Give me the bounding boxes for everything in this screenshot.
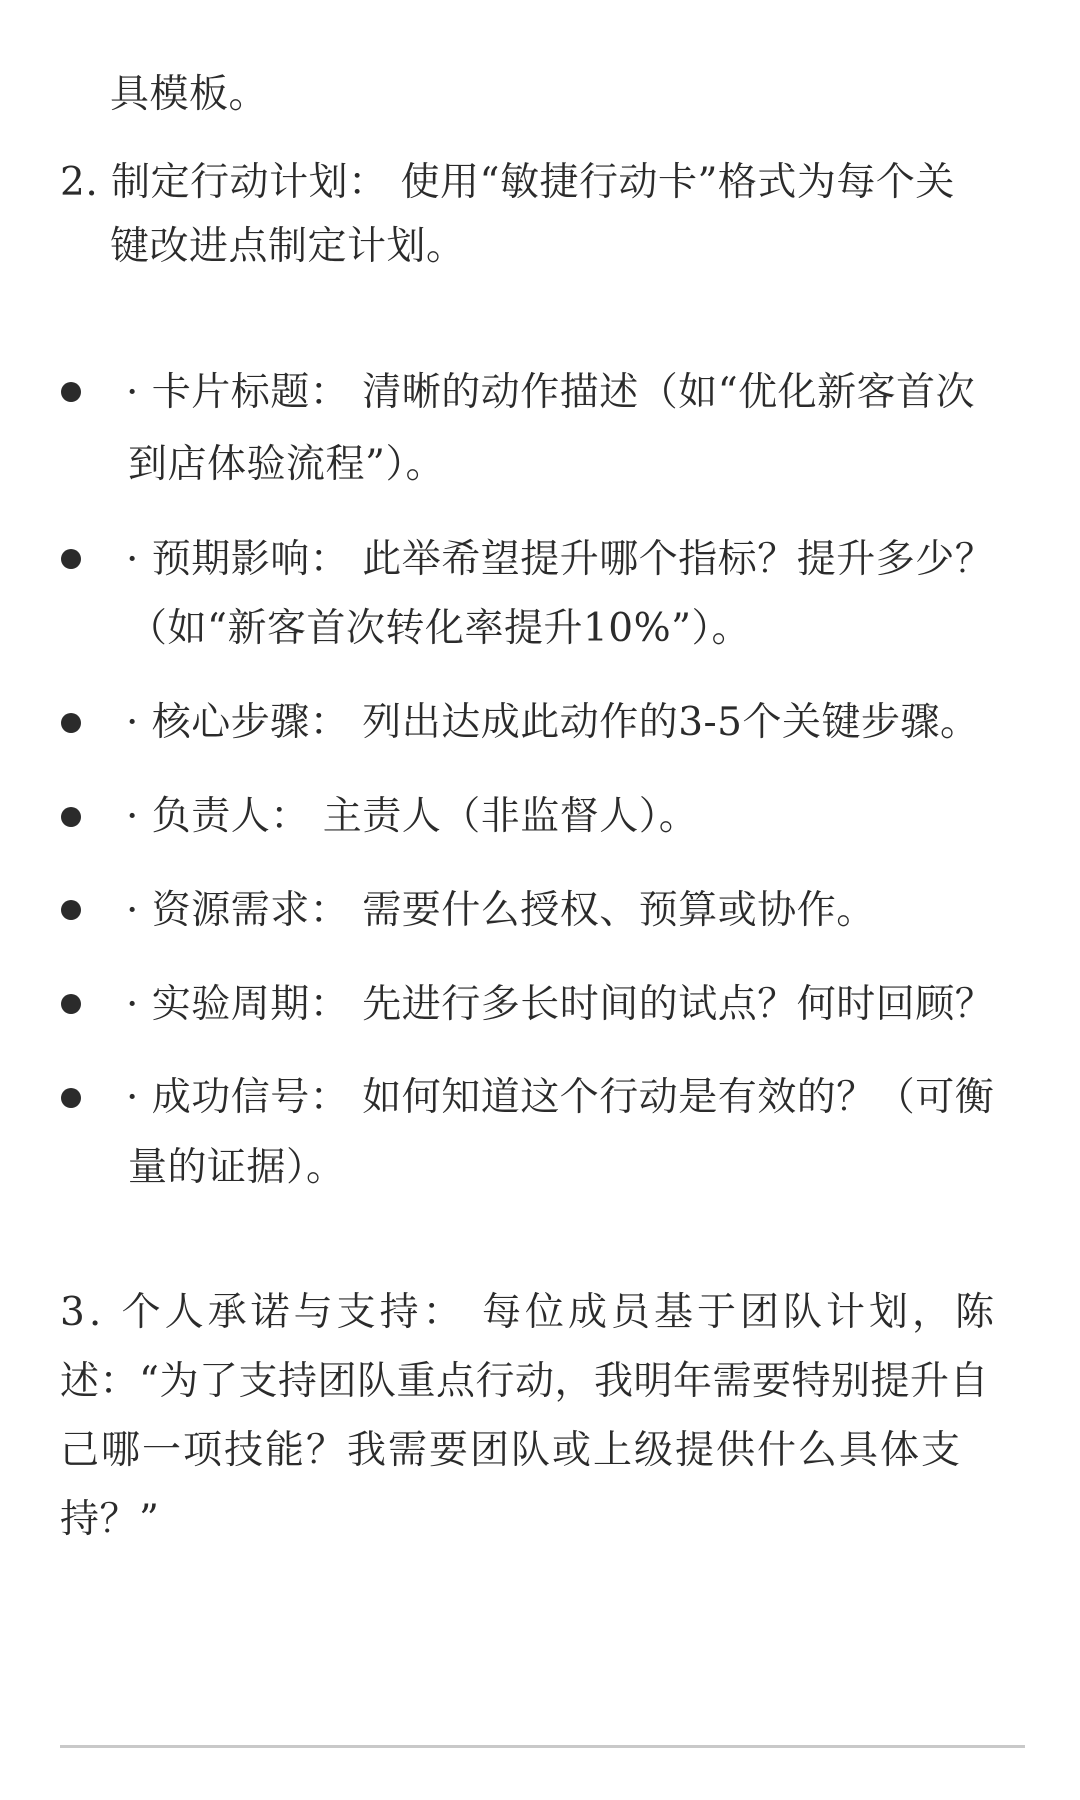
bullet-dot [61, 807, 81, 827]
bullet-success-signal-line1: · 成功信号： 如何知道这个行动是有效的？（可衡 [126, 1075, 995, 1120]
bullet-core-steps: · 核心步骤： 列出达成此动作的3-5个关键步骤。 [126, 700, 980, 745]
bullet-resources: · 资源需求： 需要什么授权、预算或协作。 [126, 888, 876, 933]
item3-line2: 述：“为了支持团队重点行动，我明年需要特别提升自 [60, 1359, 989, 1404]
bullet-success-signal-line2: 量的证据）。 [128, 1145, 346, 1190]
bullet-dot [61, 1088, 81, 1108]
item3-line3: 己哪一项技能？我需要团队或上级提供什么具体支 [60, 1428, 963, 1473]
bullet-dot [61, 549, 81, 569]
bullet-expected-impact-line2: （如“新客首次转化率提升10%”）。 [128, 606, 752, 651]
item3-line1: 3. 个人承诺与支持： 每位成员基于团队计划，陈 [60, 1290, 999, 1335]
bullet-owner: · 负责人： 主责人（非监督人）。 [126, 794, 699, 839]
bullet-dot [61, 900, 81, 920]
item2-heading-line1: 2. 制定行动计划： 使用“敏捷行动卡”格式为每个关 [60, 160, 955, 205]
item2-heading-line2: 键改进点制定计划。 [110, 224, 466, 269]
bullet-expected-impact-line1: · 预期影响： 此举希望提升哪个指标？提升多少？ [126, 537, 995, 582]
bullet-dot [61, 713, 81, 733]
bottom-divider [60, 1745, 1025, 1748]
bullet-dot [61, 994, 81, 1014]
bullet-dot [61, 382, 81, 402]
bullet-experiment-period: · 实验周期： 先进行多长时间的试点？何时回顾？ [126, 982, 995, 1027]
continuation-text: 具模板。 [110, 72, 269, 117]
item3-line4: 持？” [60, 1497, 160, 1542]
bullet-card-title-line1: · 卡片标题： 清晰的动作描述（如“优化新客首次 [126, 370, 976, 415]
bullet-card-title-line2: 到店体验流程”）。 [128, 442, 445, 487]
